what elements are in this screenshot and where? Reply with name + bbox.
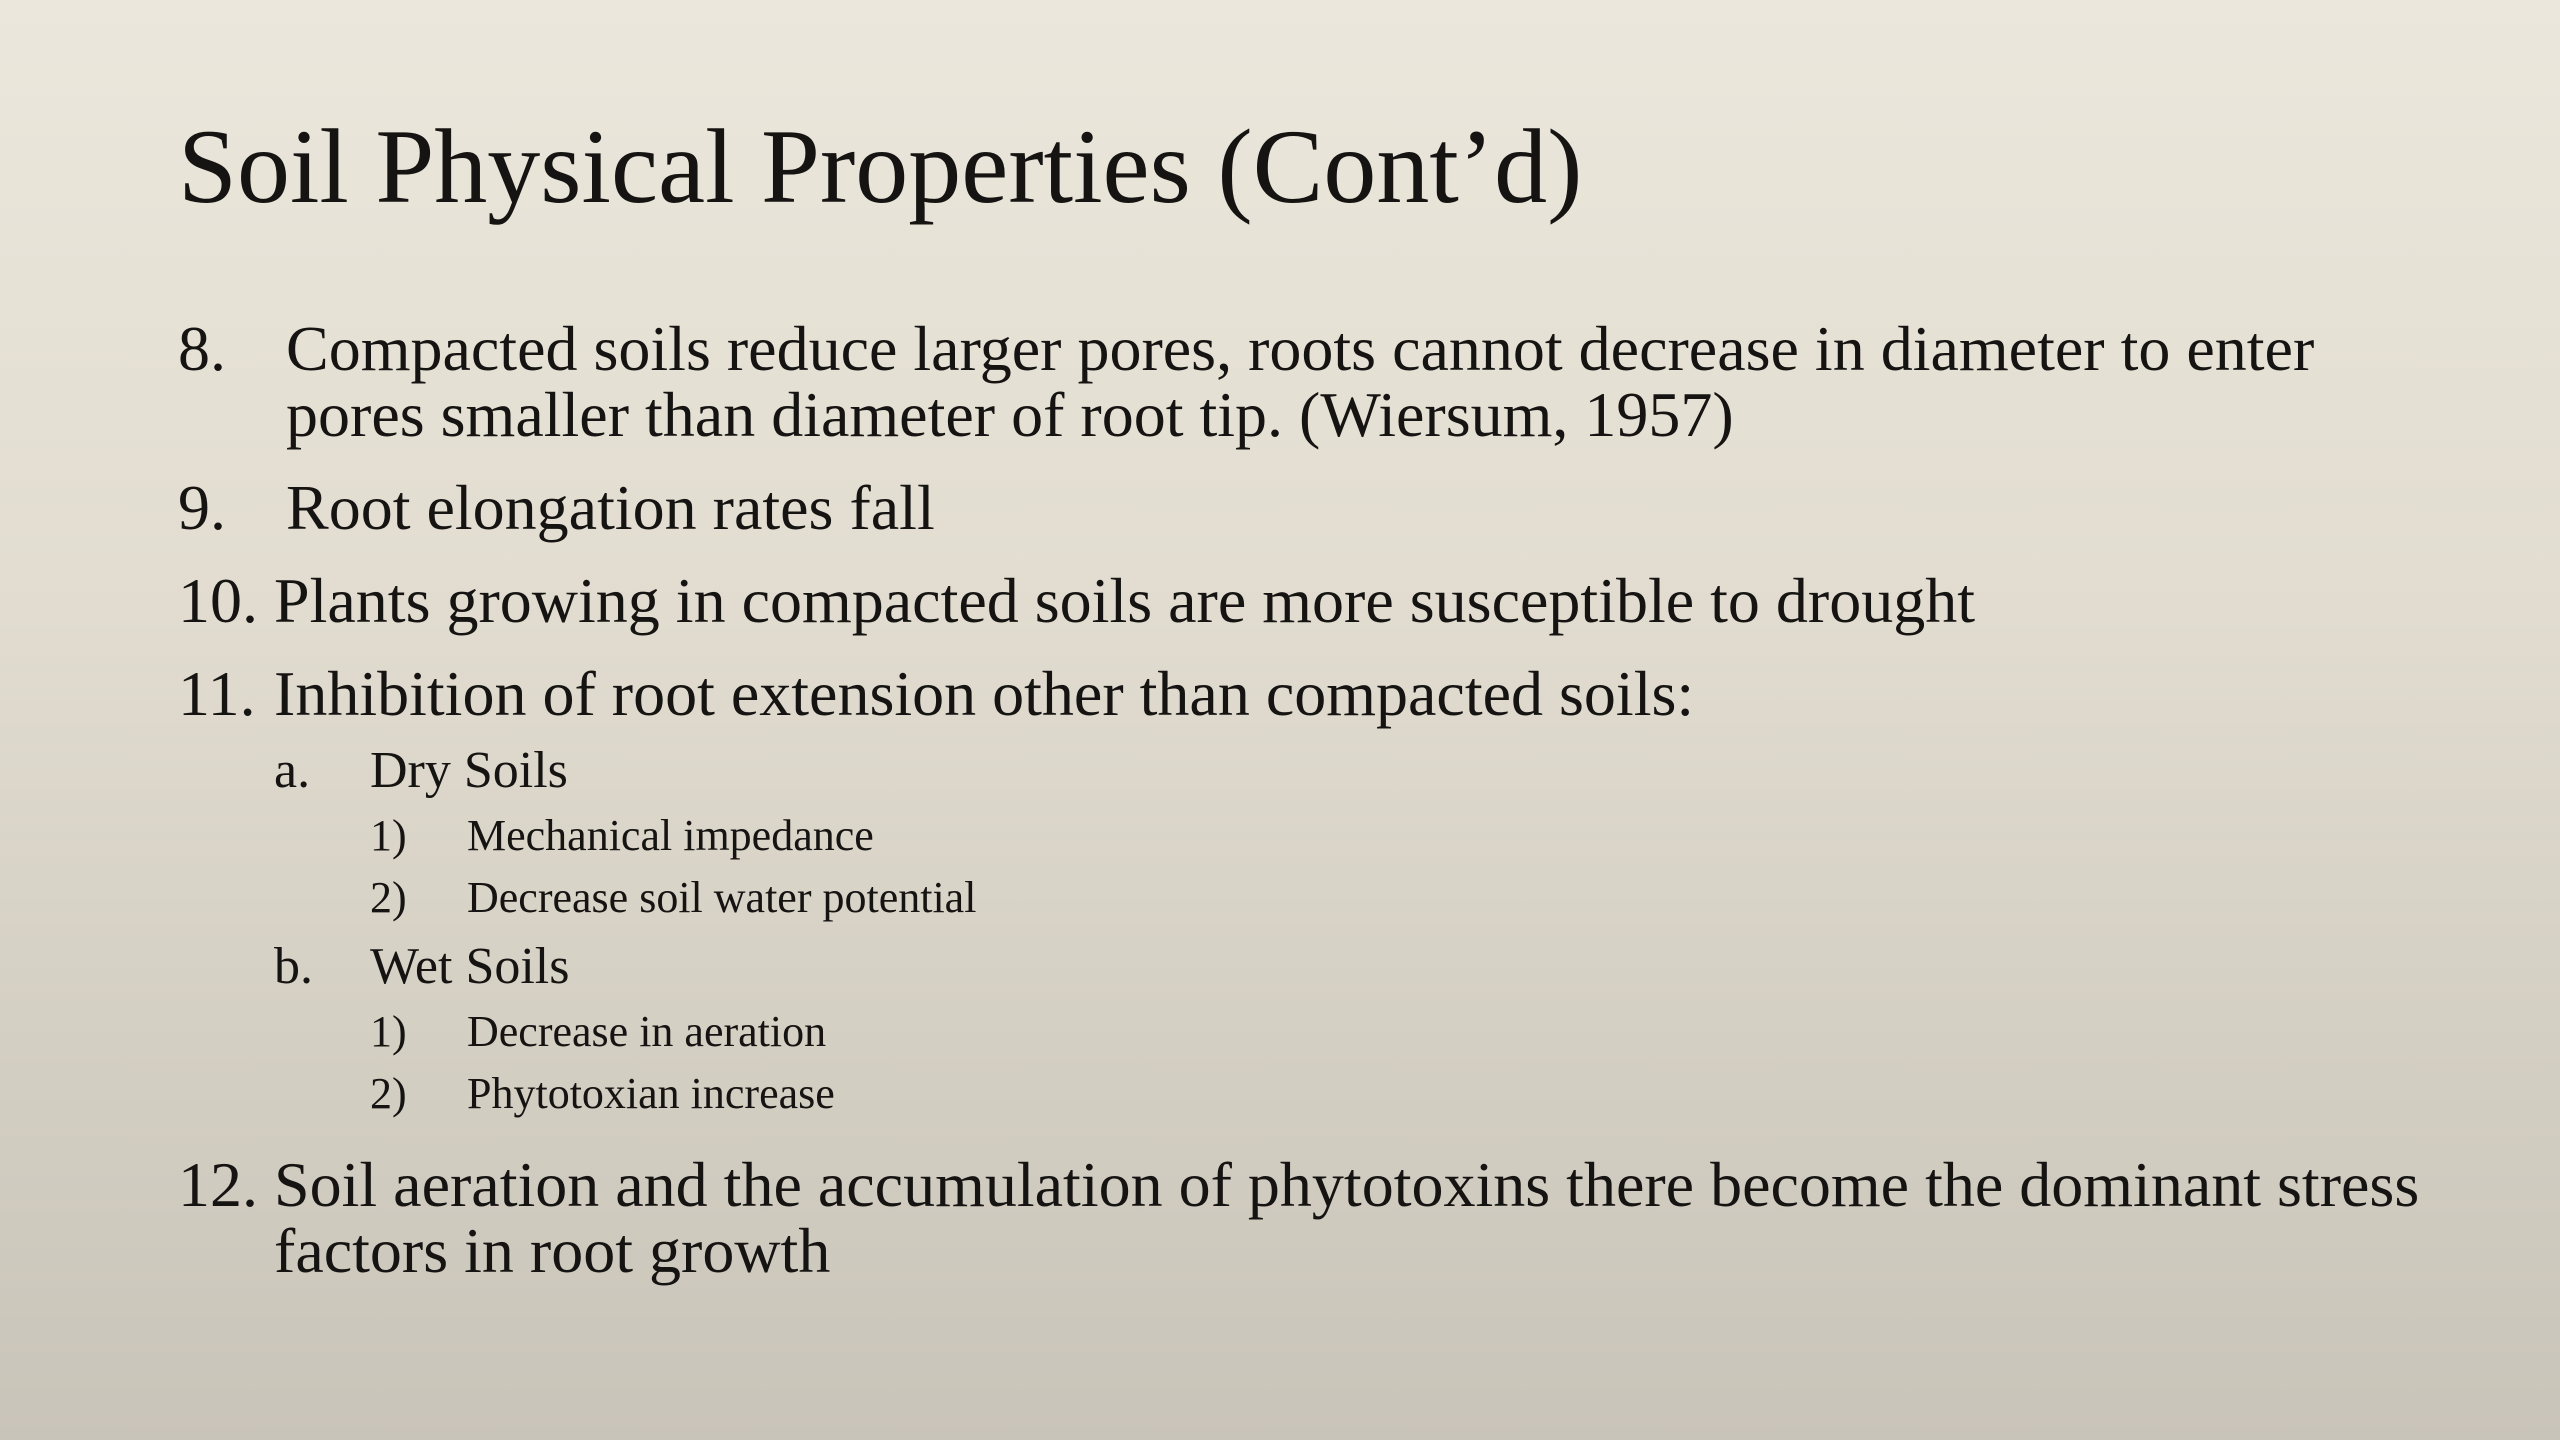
item-text: Plants growing in compacted soils are more susceptible to drought (274, 565, 1975, 636)
numbered-list (178, 313, 2458, 1311)
item-text: Root elongation rates fall (286, 472, 935, 543)
sub-sublist-item (178, 805, 2458, 867)
item-text: Compacted soils reduce larger pores, roots cannot decrease in diameter to enter pores smaller than diameter of root tip. (Wiersum, 1957) (286, 313, 2315, 450)
list-item (178, 565, 2458, 636)
list-item (178, 1149, 2458, 1286)
sublist-item-dry-soils (178, 741, 2458, 801)
sublist-text: Dry Soils (370, 742, 568, 799)
sub-sublist-number: 1) (370, 1007, 407, 1056)
sub-sublist (178, 805, 2458, 929)
sub-sublist-number: 2) (370, 1069, 407, 1118)
sub-sublist-item (178, 1063, 2458, 1125)
sublist (178, 741, 2458, 1125)
item-text: Soil aeration and the accumulation of phytotoxins there become the dominant stress factors in root growth (274, 1149, 2420, 1286)
sublist-letter: a. (274, 742, 311, 799)
list-item (178, 658, 2458, 1125)
item-number: 8. (178, 313, 226, 384)
sublist-text: Wet Soils (370, 938, 570, 995)
item-number: 12. (178, 1149, 258, 1220)
sublist-item-wet-soils (178, 937, 2458, 997)
item-text: Inhibition of root extension other than compacted soils: (274, 658, 1695, 729)
sub-sublist-text: Mechanical impedance (467, 811, 874, 860)
sub-sublist-text: Decrease in aeration (467, 1007, 827, 1056)
sub-sublist-text: Decrease soil water potential (467, 873, 977, 922)
item-number: 11. (178, 658, 256, 729)
sub-sublist-text: Phytotoxian increase (467, 1069, 835, 1118)
sub-sublist-item (178, 867, 2458, 929)
slide-title: Soil Physical Properties (Cont’d) (178, 108, 1583, 225)
sublist-letter: b. (274, 938, 313, 995)
list-item (178, 472, 2458, 543)
sub-sublist-item (178, 1001, 2458, 1063)
sub-sublist-number: 1) (370, 811, 407, 860)
item-number: 10. (178, 565, 258, 636)
sub-sublist-number: 2) (370, 873, 407, 922)
item-number: 9. (178, 472, 226, 543)
sub-sublist (178, 1001, 2458, 1125)
list-item (178, 313, 2458, 450)
